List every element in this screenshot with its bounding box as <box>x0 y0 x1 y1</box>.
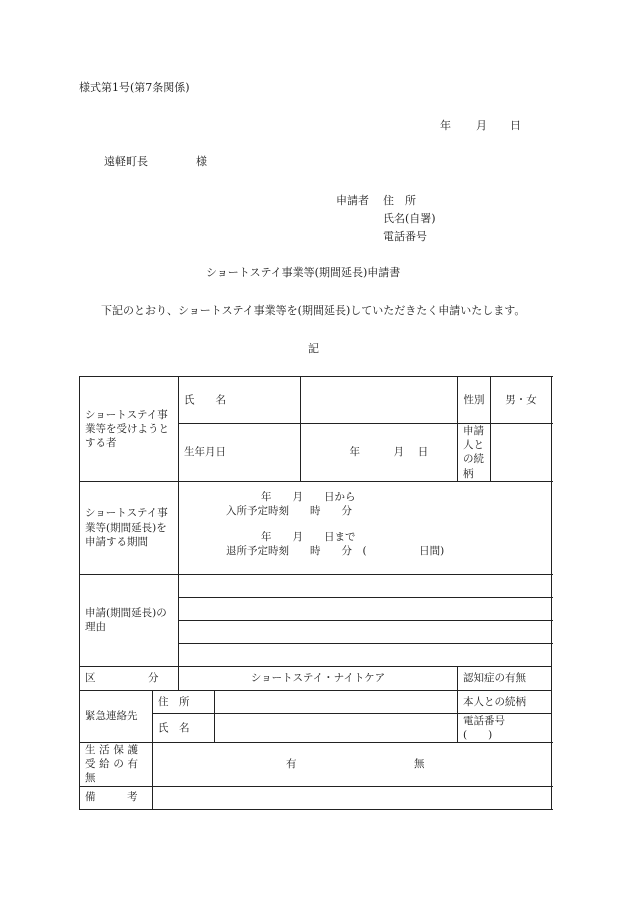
form-number: 様式第1号(第7条関係) <box>79 81 190 94</box>
remarks-label: 備 考 <box>80 786 153 809</box>
em-name-field[interactable] <box>215 713 458 742</box>
addressee-honorific: 様 <box>196 155 207 168</box>
category-label: 区 分 <box>80 666 179 690</box>
welfare-no[interactable]: 無 <box>414 758 425 771</box>
exit-time: 退所予定時刻 時 分 ( 日間) <box>226 545 445 558</box>
intro-text: 下記のとおり、ショートステイ事業等を(期間延長)していただきたく申請いたします。 <box>101 304 526 317</box>
sex-label: 性別 <box>458 377 491 424</box>
entry-time: 入所予定時刻 時 分 <box>226 504 352 517</box>
user-section-label: ショートステイ事業等を受けようとする者 <box>80 377 179 482</box>
applicant-name-label: 氏名(自署) <box>383 212 436 225</box>
period-label: ショートステイ事業等(期間延長)を申請する期間 <box>80 481 179 574</box>
em-name-label: 氏 名 <box>153 713 215 742</box>
addressee-mayor: 遠軽町長 <box>104 155 148 168</box>
application-table <box>79 376 552 810</box>
period-field[interactable] <box>179 481 552 574</box>
applicant-phone-label: 電話番号 <box>383 230 427 243</box>
ki-marker: 記 <box>308 342 319 355</box>
relation-field[interactable] <box>491 424 552 482</box>
date-year: 年 <box>440 119 451 132</box>
reason-line-4[interactable] <box>179 643 552 666</box>
reason-label: 申請(期間延長)の理由 <box>80 574 179 666</box>
applicant-label: 申請者 <box>336 194 369 207</box>
reason-line-3[interactable] <box>179 620 552 643</box>
emergency-label: 緊急連絡先 <box>80 690 153 742</box>
period-to: 年 月 日まで <box>261 531 356 544</box>
period-from: 年 月 日から <box>261 490 356 503</box>
reason-line-1[interactable] <box>179 574 552 597</box>
relation-label: 申請人との続柄 <box>458 424 491 482</box>
date-day: 日 <box>510 119 521 132</box>
dementia-label: 認知症の有無 <box>458 666 552 690</box>
em-phone-label[interactable]: 電話番号 ( ) <box>458 713 552 742</box>
dob-year: 年 <box>349 446 360 459</box>
dob-label: 生年月日 <box>179 424 301 482</box>
welfare-yes[interactable]: 有 <box>286 758 297 771</box>
name-field[interactable] <box>301 377 458 424</box>
em-address-label: 住 所 <box>153 690 215 713</box>
document-title: ショートステイ事業等(期間延長)申請書 <box>206 266 401 279</box>
dob-month: 月 <box>393 446 404 459</box>
sex-options[interactable]: 男・女 <box>491 377 552 424</box>
dob-field[interactable] <box>301 424 458 482</box>
em-address-field[interactable] <box>215 690 458 713</box>
category-value[interactable]: ショートステイ・ナイトケア <box>179 666 458 690</box>
welfare-field[interactable] <box>153 743 552 787</box>
remarks-field[interactable] <box>153 786 552 809</box>
dob-day: 日 <box>417 446 429 459</box>
em-relation-label: 本人との続柄 <box>458 690 552 713</box>
date-month: 月 <box>476 119 487 132</box>
applicant-address-label: 住 所 <box>383 194 416 207</box>
reason-line-2[interactable] <box>179 597 552 620</box>
name-label: 氏 名 <box>179 377 301 424</box>
welfare-label: 生活保護受給の有無 <box>80 743 153 787</box>
